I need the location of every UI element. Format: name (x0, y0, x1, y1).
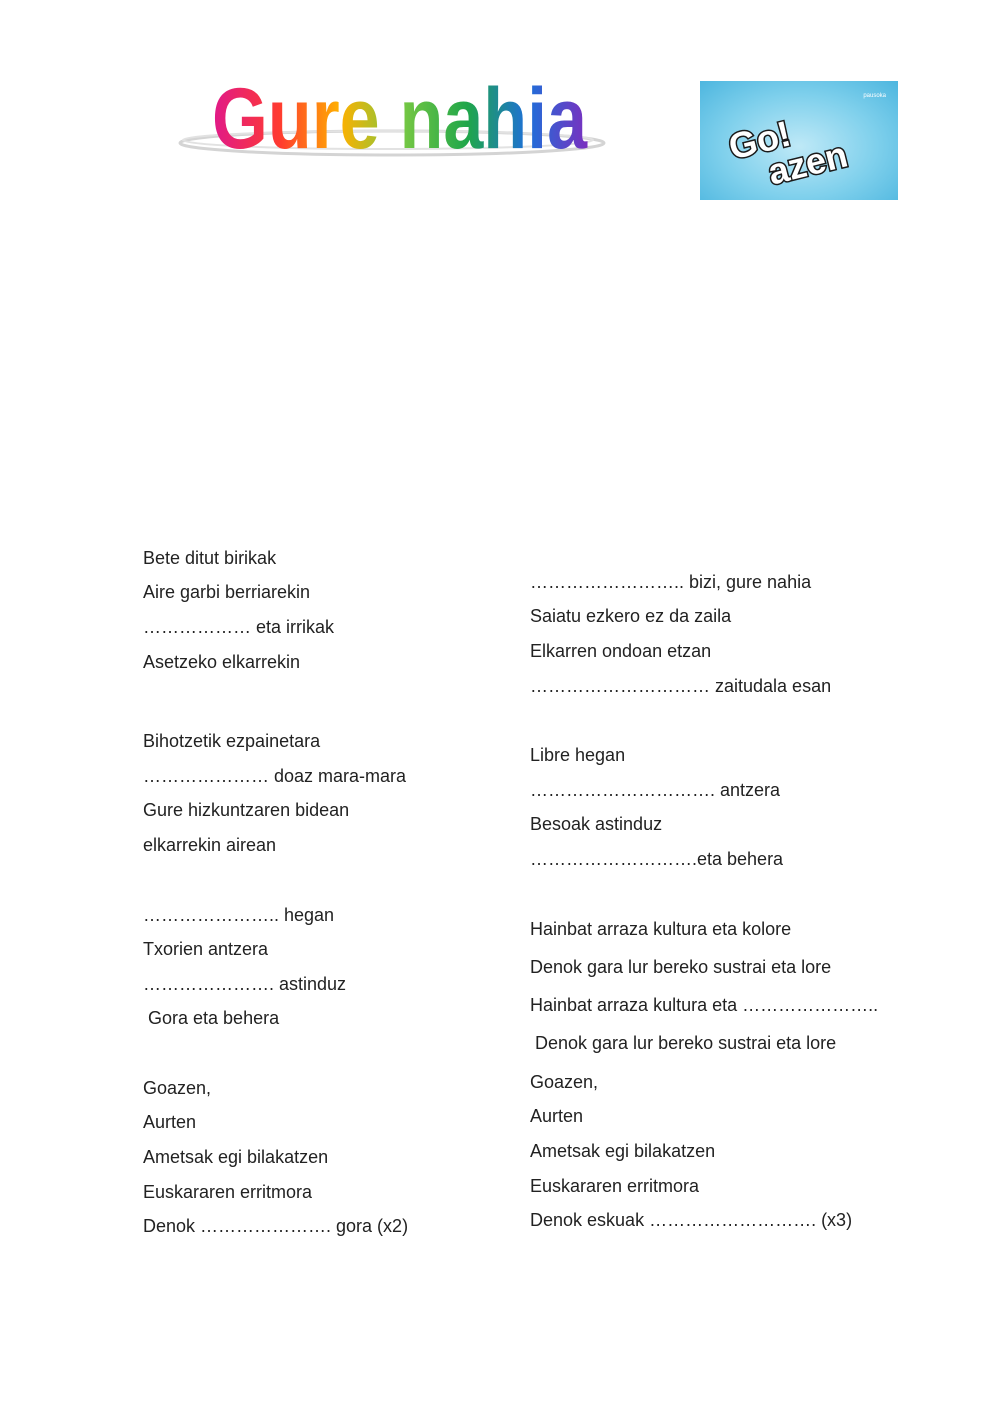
goazen-logo-art (700, 81, 898, 200)
lyric-line: Elkarren ondoan etzan (530, 641, 712, 661)
lyric-line: Txorien antzera (143, 939, 269, 959)
lyric-line: Bihotzetik ezpainetara (143, 731, 321, 751)
lyric-line: Denok gara lur bereko sustrai eta lore (530, 1033, 837, 1053)
lyric-line: Aire garbi berriarekin (143, 582, 311, 602)
lyric-line: Aurten (530, 1106, 584, 1126)
logo-text-go: Go! (724, 112, 795, 168)
lyric-line: Libre hegan (530, 745, 626, 765)
lyric-line: ……………………….eta behera (530, 849, 784, 869)
lyric-line: Goazen, (143, 1078, 212, 1098)
lyric-line: Hainbat arraza kultura eta ………………….. (530, 995, 879, 1015)
lyric-line: Ametsak egi bilakatzen (143, 1147, 329, 1167)
song-title (172, 48, 612, 168)
lyric-line: …………………. astinduz (143, 974, 347, 994)
goazen-logo (700, 81, 898, 200)
lyric-line: Saiatu ezkero ez da zaila (530, 606, 732, 626)
lyric-line: Goazen, (530, 1072, 599, 1092)
title-wordart (172, 48, 612, 168)
lyric-line: Bete ditut birikak (143, 548, 277, 568)
lyric-line: elkarrekin airean (143, 835, 277, 855)
lyric-line: ………………….. hegan (143, 905, 335, 925)
lyric-line: Euskararen erritmora (530, 1176, 700, 1196)
lyric-line: ………………………… zaitudala esan (530, 676, 832, 696)
lyric-line: Aurten (143, 1112, 197, 1132)
lyric-line: Ametsak egi bilakatzen (530, 1141, 716, 1161)
lyric-line: …………………………. antzera (530, 780, 781, 800)
lyric-line: Gora eta behera (143, 1008, 280, 1028)
lyric-line: Gure hizkuntzaren bidean (143, 800, 350, 820)
lyric-line: ………………… doaz mara-mara (143, 766, 407, 786)
lyric-line: Denok eskuak ………………………. (x3) (530, 1210, 853, 1230)
lyric-line: Hainbat arraza kultura eta kolore (530, 919, 792, 939)
logo-small-text: pausoka (863, 93, 886, 99)
lyric-line: Euskararen erritmora (143, 1182, 313, 1202)
title-text: Gure nahia (212, 71, 588, 167)
lyric-line: Denok …………………. gora (x2) (143, 1216, 409, 1236)
lyric-line: …………………….. bizi, gure nahia (530, 572, 812, 592)
lyric-line: Denok gara lur bereko sustrai eta lore (530, 957, 832, 977)
lyric-line: ……………… eta irrikak (143, 617, 335, 637)
lyric-line: Asetzeko elkarrekin (143, 652, 301, 672)
logo-text-azen: azen (763, 133, 852, 193)
lyric-line: Besoak astinduz (530, 814, 663, 834)
